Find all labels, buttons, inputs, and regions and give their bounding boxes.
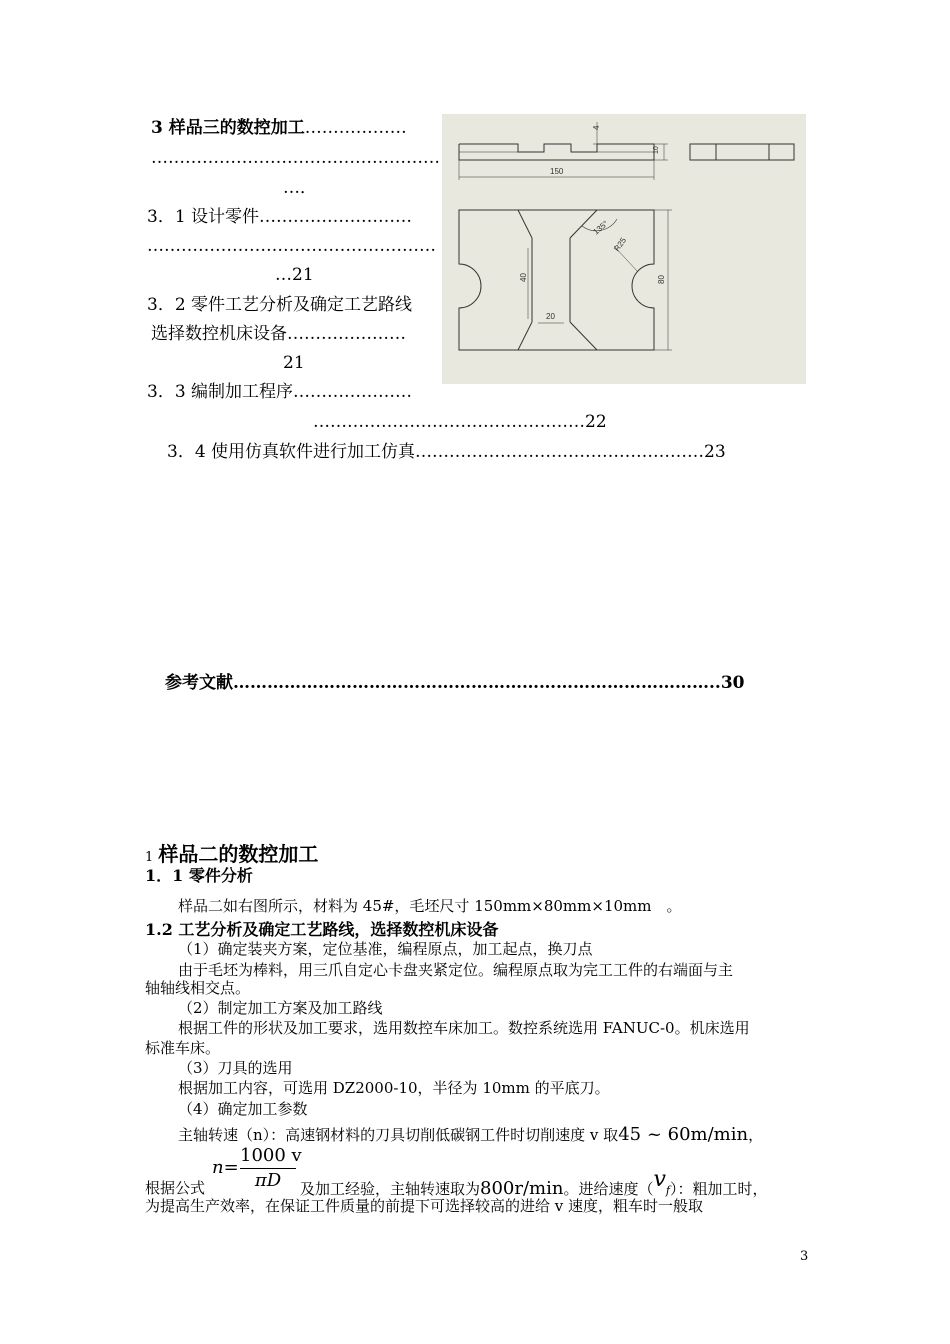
dim-4: 4 [592, 125, 601, 130]
item3-heading: （3）刀具的选用 [178, 1059, 293, 1077]
dim-150: 150 [550, 167, 564, 176]
page-number: 3 [800, 1249, 809, 1264]
formula-numerator: 1000 v [240, 1144, 296, 1169]
item1-heading: （1）确定装夹方案，定位基准，编程原点，加工起点，换刀点 [178, 940, 593, 958]
item1-paragraph-b: 轴轴线相交点。 [145, 979, 251, 997]
toc-s33: 3．3 编制加工程序………………… [147, 382, 413, 402]
dim-80: 80 [657, 275, 666, 284]
dim-r25: R25 [612, 235, 629, 254]
toc-s33-line2: …………………………………………22 [313, 412, 607, 432]
toc-s31-page: …21 [275, 265, 314, 285]
item1-paragraph-a: 由于毛坯为棒料，用三爪自定心卡盘夹紧定位。编程原点取为完工工件的右端面与主 [178, 961, 734, 979]
section1-2-heading: 1.2 工艺分析及确定工艺路线，选择数控机床设备 [145, 920, 499, 939]
dim-20: 20 [546, 312, 555, 321]
formula-fraction [240, 1144, 302, 1193]
formula-tail: 及加工经验，主轴转速取为800r/min。进给速度（vf）：粗加工时， [300, 1167, 768, 1199]
toc-s32-page: 21 [283, 353, 305, 373]
toc-s31-dots: …………………………………………… [147, 236, 436, 256]
side-view [459, 122, 668, 180]
toc-s32-line2: 选择数控机床设备………………… [151, 324, 406, 344]
dim-40: 40 [519, 273, 528, 282]
top-view [459, 210, 672, 350]
end-view [690, 144, 794, 160]
section1-1-paragraph: 样品二如右图所示，材料为 45#，毛坯尺寸 150mm×80mm×10mm 。 [178, 897, 682, 915]
toc-s34: 3．4 使用仿真软件进行加工仿真……………………………………………23 [167, 442, 726, 462]
formula-prefix: 根据公式 [145, 1179, 206, 1197]
item2-paragraph-a: 根据工件的形状及加工要求，选用数控车床加工。数控系统选用 FANUC-0。机床选用 [178, 1019, 750, 1037]
section1-heading: 1 样品二的数控加工 [145, 842, 319, 866]
toc-s31: 3．1 设计零件……………………… [147, 207, 413, 227]
formula-lhs: n= [212, 1157, 239, 1178]
formula-denominator: πD [254, 1170, 282, 1191]
toc-ch3-title: 3 样品三的数控加工……………… [151, 118, 407, 138]
spindle-speed-line: 主轴转速（n）：高速钢材料的刀具切削低碳钢工件时切削速度 v 取45 ~ 60m/min， [178, 1124, 764, 1145]
item4-heading: （4）确定加工参数 [178, 1100, 308, 1118]
toc-references: 参考文献…………………………………………………………………………..30 [165, 673, 745, 693]
item2-paragraph-b: 标准车床。 [145, 1039, 221, 1057]
toc-ch3-dots-end: …． [283, 178, 317, 198]
toc-ch3-dots: …………………………………………… [151, 148, 440, 168]
part-drawing [442, 114, 806, 384]
dim-135-degrees: 135° [591, 219, 610, 237]
section1-1-heading: 1．1 零件分析 [145, 866, 253, 885]
item2-heading: （2）制定加工方案及加工路线 [178, 999, 383, 1017]
item3-paragraph: 根据加工内容，可选用 DZ2000-10，半径为 10mm 的平底刀。 [178, 1079, 610, 1097]
dim-10: 10 [653, 146, 660, 154]
toc-s32: 3．2 零件工艺分析及确定工艺路线 [147, 295, 413, 315]
last-line: 为提高生产效率，在保证工件质量的前提下可选择较高的进给 v 速度，粗车时一般取 [145, 1197, 704, 1215]
